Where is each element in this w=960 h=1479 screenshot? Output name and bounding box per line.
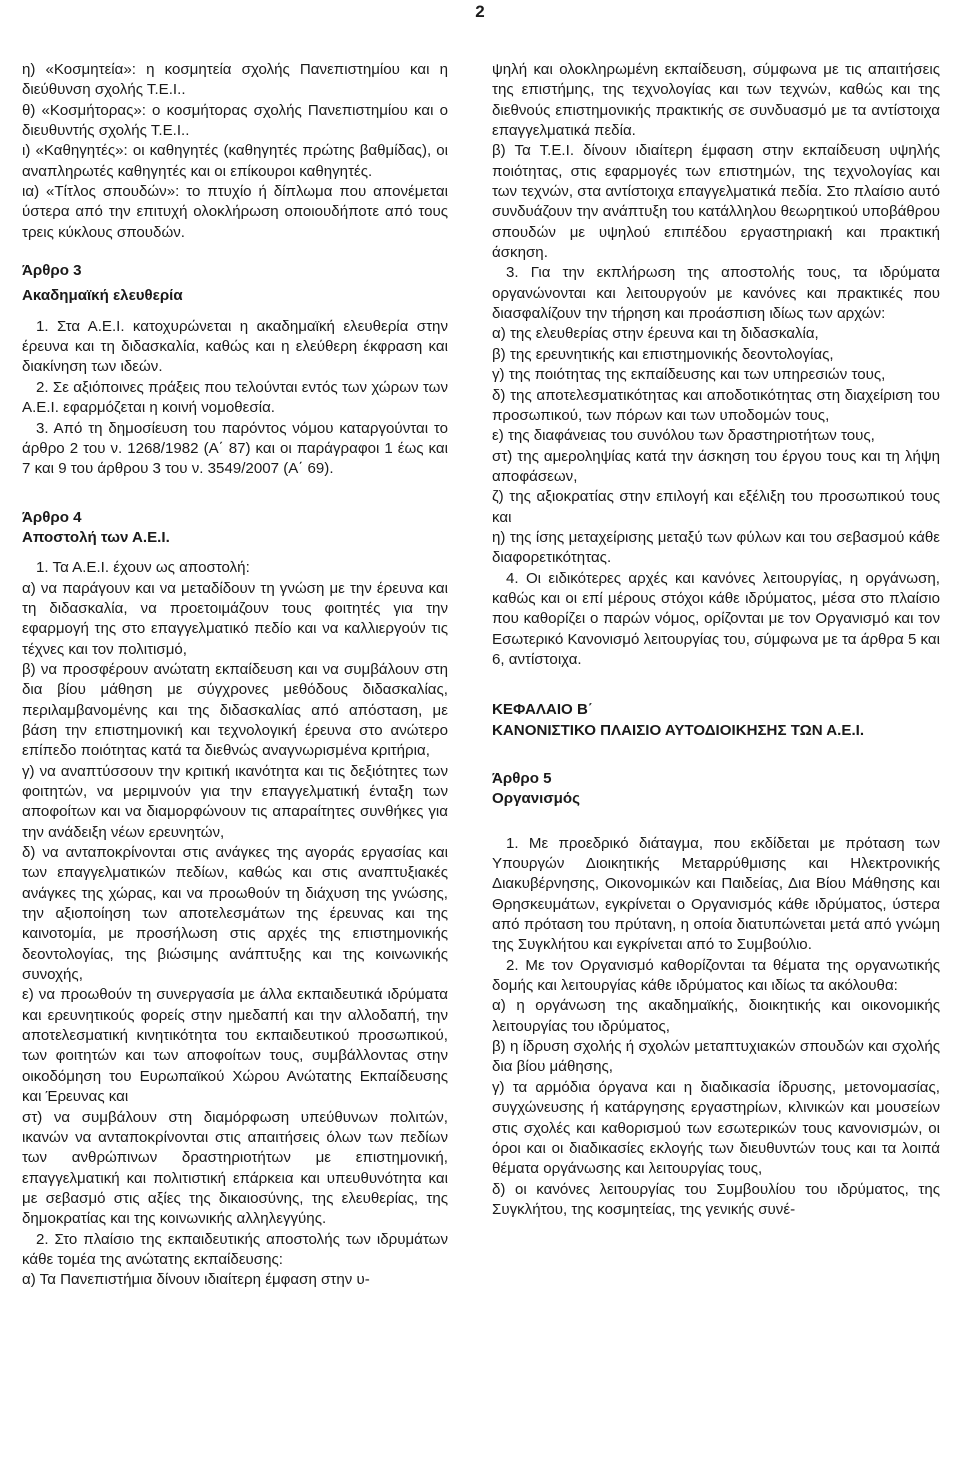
article-4-paragraph: ψηλή και ολοκληρωμένη εκπαίδευση, σύμφωνα με τις απαιτήσεις της επιστήμης, της τεχνολογίας και των τεχνών, καθώς και της διεθνούς επιστημονικής πρακτικής σε συνδυασμό με τα αντίστοιχα επαγγελματικά πεδία. bbox=[492, 61, 940, 140]
article-4-paragraph: στ) να συμβάλουν στη διαμόρφωση υπεύθυνων πολιτών, ικανών να ανταποκρίνονται στις απαιτήσεις όλων των πεδίων των ανθρώπινων δραστηριοτήτων με επιστημονική, επαγγελματική και πολιτιστική επάρκεια και υπευθυνότητα και με σεβασμό στις αξίες της δικαιοσύνης, της ελευθερίας, της δημοκρατίας και της κοινωνικής αλληλεγγύης. bbox=[22, 1108, 448, 1228]
article-5-paragraph: δ) οι κανόνες λειτουργίας του Συμβουλίου του ιδρύματος, της Συγκλήτου, της κοσμητείας, της γενικής συνέ- bbox=[492, 1180, 940, 1218]
article-4-paragraph: α) να παράγουν και να μεταδίδουν τη γνώση με την έρευνα και τη διδασκαλία, να προετοιμάζουν τους φοιτητές για την εφαρμογή της στο επαγγελματικό πεδίο και να καλλιεργούν τις τέχνες και τον πολιτισμό, bbox=[22, 579, 448, 658]
article-5-paragraph: γ) τα αρμόδια όργανα και η διαδικασία ίδρυσης, μετονομασίας, συγχώνευσης ή κατάργησης εργαστηρίων, κλινικών και μουσείων στις σχολές και καθορισμού των εσωτερικών τους κανονισμών, οι όροι και οι διαδικασίες εκλογής των διευθυντών τους και τα λοιπά θέματα οργάνωσης και λειτουργίας τους, bbox=[492, 1078, 940, 1178]
article-4-paragraph: α) Τα Πανεπιστήμια δίνουν ιδιαίτερη έμφαση στην υ- bbox=[22, 1271, 370, 1289]
article-4-paragraph: στ) της αμεροληψίας κατά την άσκηση του έργου τους και τη λήψη αποφάσεων, bbox=[492, 447, 940, 485]
article-4-paragraph: β) να προσφέρουν ανώτατη εκπαίδευση και να συμβάλουν στη δια βίου μάθηση με σύγχρονες μεθόδους διδασκαλίας, περιλαμβανομένης και της διδασκαλίας από απόσταση, με βάση την επιστημονική και τεχνολογική έρευνα στο ανώτερο επίπεδο ποιότητας κατά τα διεθνώς αναγνωρισμένα κριτήρια, bbox=[22, 660, 448, 760]
article-3-number: Άρθρο 3 bbox=[22, 262, 82, 280]
article-3-paragraph: 3. Από τη δημοσίευση του παρόντος νόμου καταργούνται το άρθρο 2 του ν. 1268/1982 (Α΄ 87) και οι παράγραφοι 1 έως και 7 και 9 του άρθρου 3 του ν. 3549/2007 (Α΄ 69). bbox=[22, 419, 448, 478]
article-4-paragraph: δ) της αποτελεσματικότητας και αποδοτικότητας στη διαχείριση του προσωπικού, των πόρων και των υποδομών τους, bbox=[492, 386, 940, 424]
article-4-paragraph: ε) να προωθούν τη συνεργασία με άλλα εκπαιδευτικά ιδρύματα και ερευνητικούς φορείς στην ημεδαπή και την αλλοδαπή, την αποτελεσματική κινητικότητα του εκπαιδευτικού προσωπικού, των φοιτητών και των αποφοίτων τους, συμβάλλοντας στην οικοδόμηση του Ευρωπαϊκού Χώρου Ανώτατης Εκπαίδευσης και Έρευνας και bbox=[22, 986, 448, 1106]
right-column bbox=[492, 60, 940, 1220]
article-4-paragraph: 1. Τα Α.Ε.Ι. έχουν ως αποστολή: bbox=[36, 559, 250, 577]
chapter-title: ΚΑΝΟΝΙΣΤΙΚΟ ΠΛΑΙΣΙΟ ΑΥΤΟΔΙΟΙΚΗΣΗΣ ΤΩΝ Α.Ε.Ι. bbox=[492, 721, 865, 739]
article-4-paragraph: 3. Για την εκπλήρωση της αποστολής τους, τα ιδρύματα οργανώνονται και λειτουργούν με κανόνες και πρακτικές που διασφαλίζουν την τήρηση και προάσπιση ιδίως των αρχών: bbox=[492, 264, 940, 323]
left-column bbox=[22, 60, 448, 1291]
article-4-paragraph: η) της ίσης μεταχείρισης μεταξύ των φύλων και του σεβασμού κάθε διαφορετικότητας. bbox=[492, 528, 940, 567]
definition-item: ι) «Καθηγητές»: οι καθηγητές (καθηγητές πρώτης βαθμίδας), οι αναπληρωτές καθηγητές και οι επίκουροι καθηγητές. bbox=[22, 142, 448, 180]
article-5-paragraph: α) η οργάνωση της ακαδημαϊκής, διοικητικής και οικονομικής λειτουργίας του ιδρύματος, bbox=[492, 997, 940, 1035]
article-5-title: Οργανισμός bbox=[492, 790, 580, 808]
article-5-number: Άρθρο 5 bbox=[492, 770, 552, 787]
article-3-paragraph: 2. Σε αξιόποινες πράξεις που τελούνται εντός των χώρων των Α.Ε.Ι. εφαρμόζεται η κοινή νομοθεσία. bbox=[22, 378, 448, 417]
article-3-paragraph: 1. Στα Α.Ε.Ι. κατοχυρώνεται η ακαδημαϊκή ελευθερία στην έρευνα και τη διδασκαλία, καθώς και η ελεύθερη έκφραση και διακίνηση των ιδεών. bbox=[22, 317, 448, 376]
article-4-title: Αποστολή των Α.Ε.Ι. bbox=[22, 528, 170, 546]
article-5-paragraph: β) η ίδρυση σχολής ή σχολών μεταπτυχιακών σπουδών και σχολής δια βίου μάθησης, bbox=[492, 1038, 940, 1076]
article-3-title: Ακαδημαϊκή ελευθερία bbox=[22, 287, 183, 305]
definition-item: η) «Κοσμητεία»: η κοσμητεία σχολής Πανεπιστημίου και η διεύθυνση σχολής Τ.Ε.Ι.. bbox=[22, 61, 448, 99]
article-4-paragraph: 2. Στο πλαίσιο της εκπαιδευτικής αποστολής των ιδρυμάτων κάθε τομέα της ανώτατης εκπαίδευσης: bbox=[22, 1230, 448, 1268]
article-5-paragraph: 1. Με προεδρικό διάταγμα, που εκδίδεται με πρόταση των Υπουργών Διοικητικής Μεταρρύθμισης και Ηλεκτρονικής Διακυβέρνησης, Οικονομικών και Παιδείας, Δια Βίου Μάθησης και Θρησκευμάτων, εγκρίνεται ο Οργανισμός κάθε ιδρύματος, ύστερα από πρόταση του πρύτανη, η οποία διατυπώνεται μετά από γνώμη της Συγκλήτου και εγκρίνεται από το Συμβούλιο. bbox=[492, 834, 940, 954]
page-number: 2 bbox=[475, 2, 485, 21]
chapter-label: ΚΕΦΑΛΑΙΟ Β΄ bbox=[492, 701, 593, 719]
article-4-paragraph: β) Τα Τ.Ε.Ι. δίνουν ιδιαίτερη έμφαση στην εκπαίδευση υψηλής ποιότητας, στις εφαρμογές των επιστημών, της τεχνολογίας και των τεχνών, στα αντίστοιχα επαγγελματικά πεδία. Στο πλαίσιο αυτό συνδυάζουν την ανάπτυξη του κατάλληλου θεωρητικού υποβάθρου σπουδών με υψηλού επιπέδου εργαστηριακή και πρακτική άσκηση. bbox=[492, 142, 940, 262]
article-4-number: Άρθρο 4 bbox=[22, 508, 82, 526]
article-4-paragraph: 4. Οι ειδικότερες αρχές και κανόνες λειτουργίας, η οργάνωση, καθώς και οι επί μέρους στόχοι κάθε ιδρύματος, μέσα στο πλαίσιο που καθορίζει ο παρών νόμος, ορίζονται με τον Οργανισμό και τον Εσωτερικό Κανονισμό λειτουργίας του, σύμφωνα με τα άρθρα 5 και 6, αντίστοιχα. bbox=[492, 569, 940, 668]
article-5-paragraph: 2. Με τον Οργανισμό καθορίζονται τα θέματα της οργανωτικής δομής και λειτουργίας κάθε ιδρύματος και ιδίως τα ακόλουθα: bbox=[492, 956, 940, 995]
definition-item: θ) «Κοσμήτορας»: ο κοσμήτορας σχολής Πανεπιστημίου και ο διευθυντής σχολής Τ.Ε.Ι.. bbox=[22, 101, 448, 140]
article-4-paragraph: α) της ελευθερίας στην έρευνα και τη διδασκαλία, bbox=[492, 325, 819, 343]
article-4-paragraph: β) της ερευνητικής και επιστημονικής δεοντολογίας, bbox=[492, 345, 834, 363]
article-4-paragraph: γ) της ποιότητας της εκπαίδευσης και των υπηρεσιών τους, bbox=[492, 366, 886, 384]
article-4-paragraph: δ) να ανταποκρίνονται στις ανάγκες της αγοράς εργασίας και των επαγγελματικών πεδίων, καθώς και στις αναπτυξιακές ανάγκες της χώρας, και να προωθούν τη διάχυση της γνώσης, την αξιοποίηση των αποτελεσμάτων της έρευνας και της καινοτομία, με προσήλωση στις αρχές της επιστημονικής δεοντολογίας, της βιώσιμης ανάπτυξης και της κοινωνικής συνοχής, bbox=[22, 844, 448, 984]
article-4-paragraph: ζ) της αξιοκρατίας στην επιλογή και εξέλιξη του προσωπικού τους και bbox=[492, 488, 940, 526]
definition-item: ια) «Τίτλος σπουδών»: το πτυχίο ή δίπλωμα που απονέμεται ύστερα από την επιτυχή ολοκλήρωση οποιουδήποτε από τους τρεις κύκλους σπουδών. bbox=[22, 183, 448, 241]
article-4-paragraph: γ) να αναπτύσσουν την κριτική ικανότητα και τις δεξιότητες των φοιτητών, να μεριμνούν για την επαγγελματική ένταξη των αποφοίτων και να διαμορφώνουν τις απαραίτητες συνθήκες για την ανάδειξη νέων ερευνητών, bbox=[22, 762, 448, 841]
article-4-paragraph: ε) της διαφάνειας του συνόλου των δραστηριοτήτων τους, bbox=[492, 427, 875, 445]
